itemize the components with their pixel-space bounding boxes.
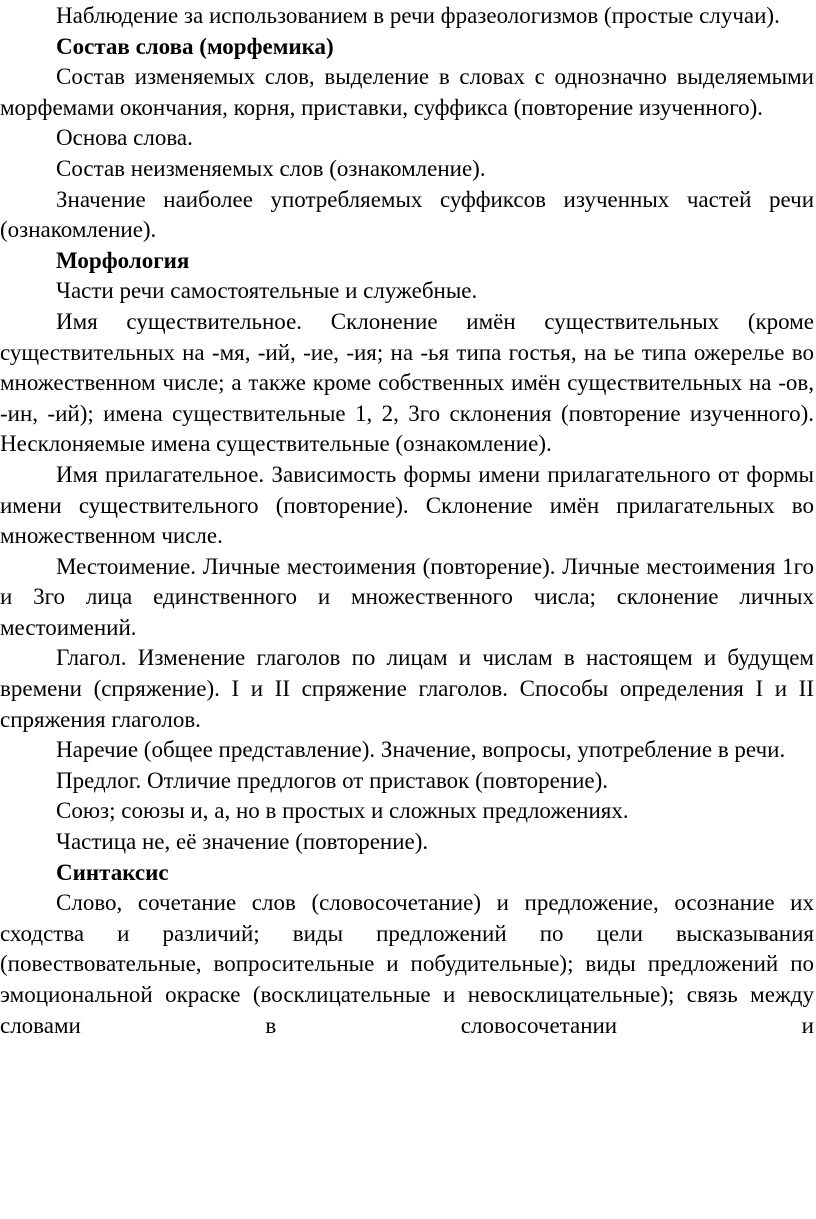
paragraph-parts-of-speech: Части речи самостоятельные и служебные. bbox=[56, 278, 478, 304]
paragraph-adverb: Наречие (общее представление). Значение, вопросы, употребление в речи. bbox=[56, 737, 786, 763]
paragraph-conjunction: Союз; союзы и, а, но в простых и сложных предложениях. bbox=[56, 798, 629, 824]
paragraph-verb: Глагол. Изменение глаголов по лицам и числам в настоящем и будущем времени (спряжение). I и II спряжение глаголов. Способы определения I и II спряжения глаголов. bbox=[0, 645, 814, 732]
paragraph-particle: Частица не, её значение (повторение). bbox=[56, 829, 429, 855]
paragraph-syntax: Слово, сочетание слов (словосочетание) и предложение, осознание их сходства и различий; виды предложений по цели высказывания (повествовательные, вопросительные и побудительные); виды предложений по эмоциональной окраске (восклицательные и невосклицательные); связь между словами в словосочетании и bbox=[0, 890, 814, 1038]
paragraph-word-stem: Основа слова. bbox=[56, 125, 193, 151]
paragraph-adjective: Имя прилагательное. Зависимость формы имени прилагательного от формы имени существительного (повторение). Склонение имён прилагательных во множественном числе. bbox=[0, 461, 814, 549]
paragraph-suffix-meaning: Значение наиболее употребляемых суффиксов изученных частей речи (ознакомление). bbox=[0, 186, 814, 243]
document-body bbox=[0, 1, 814, 1041]
paragraph-word-composition: Состав изменяемых слов, выделение в словах с однозначно выделяемыми морфемами окончания, корня, приставки, суффикса (повторение изученного). bbox=[0, 64, 814, 120]
paragraph-preposition: Предлог. Отличие предлогов от приставок (повторение). bbox=[56, 767, 609, 793]
paragraph-pronoun: Местоимение. Личные местоимения (повторение). Личные местоимения 1го и 3го лица единственного и множественного числа; склонение личных местоимений. bbox=[0, 553, 814, 640]
heading-syntax: Синтаксис bbox=[56, 859, 169, 885]
paragraph-phraseology: Наблюдение за использованием в речи фразеологизмов (простые случаи). bbox=[56, 3, 780, 28]
paragraph-noun: Имя существительное. Склонение имён существительных (кроме существительных на -мя, -ий, -ие, -ия; на -ья типа гостья, на ье типа ожерелье во множественном числе; а также кроме собственных имён существительных на -ов, -ин, -ий); имена существительные 1, 2, 3го склонения (повторение изученного). Несклоняемые имена существительные (ознакомление). bbox=[0, 308, 814, 457]
heading-morphemics: Состав слова (морфемика) bbox=[56, 33, 334, 59]
heading-morphology: Морфология bbox=[56, 247, 190, 273]
paragraph-invariable-words: Состав неизменяемых слов (ознакомление). bbox=[56, 155, 486, 181]
